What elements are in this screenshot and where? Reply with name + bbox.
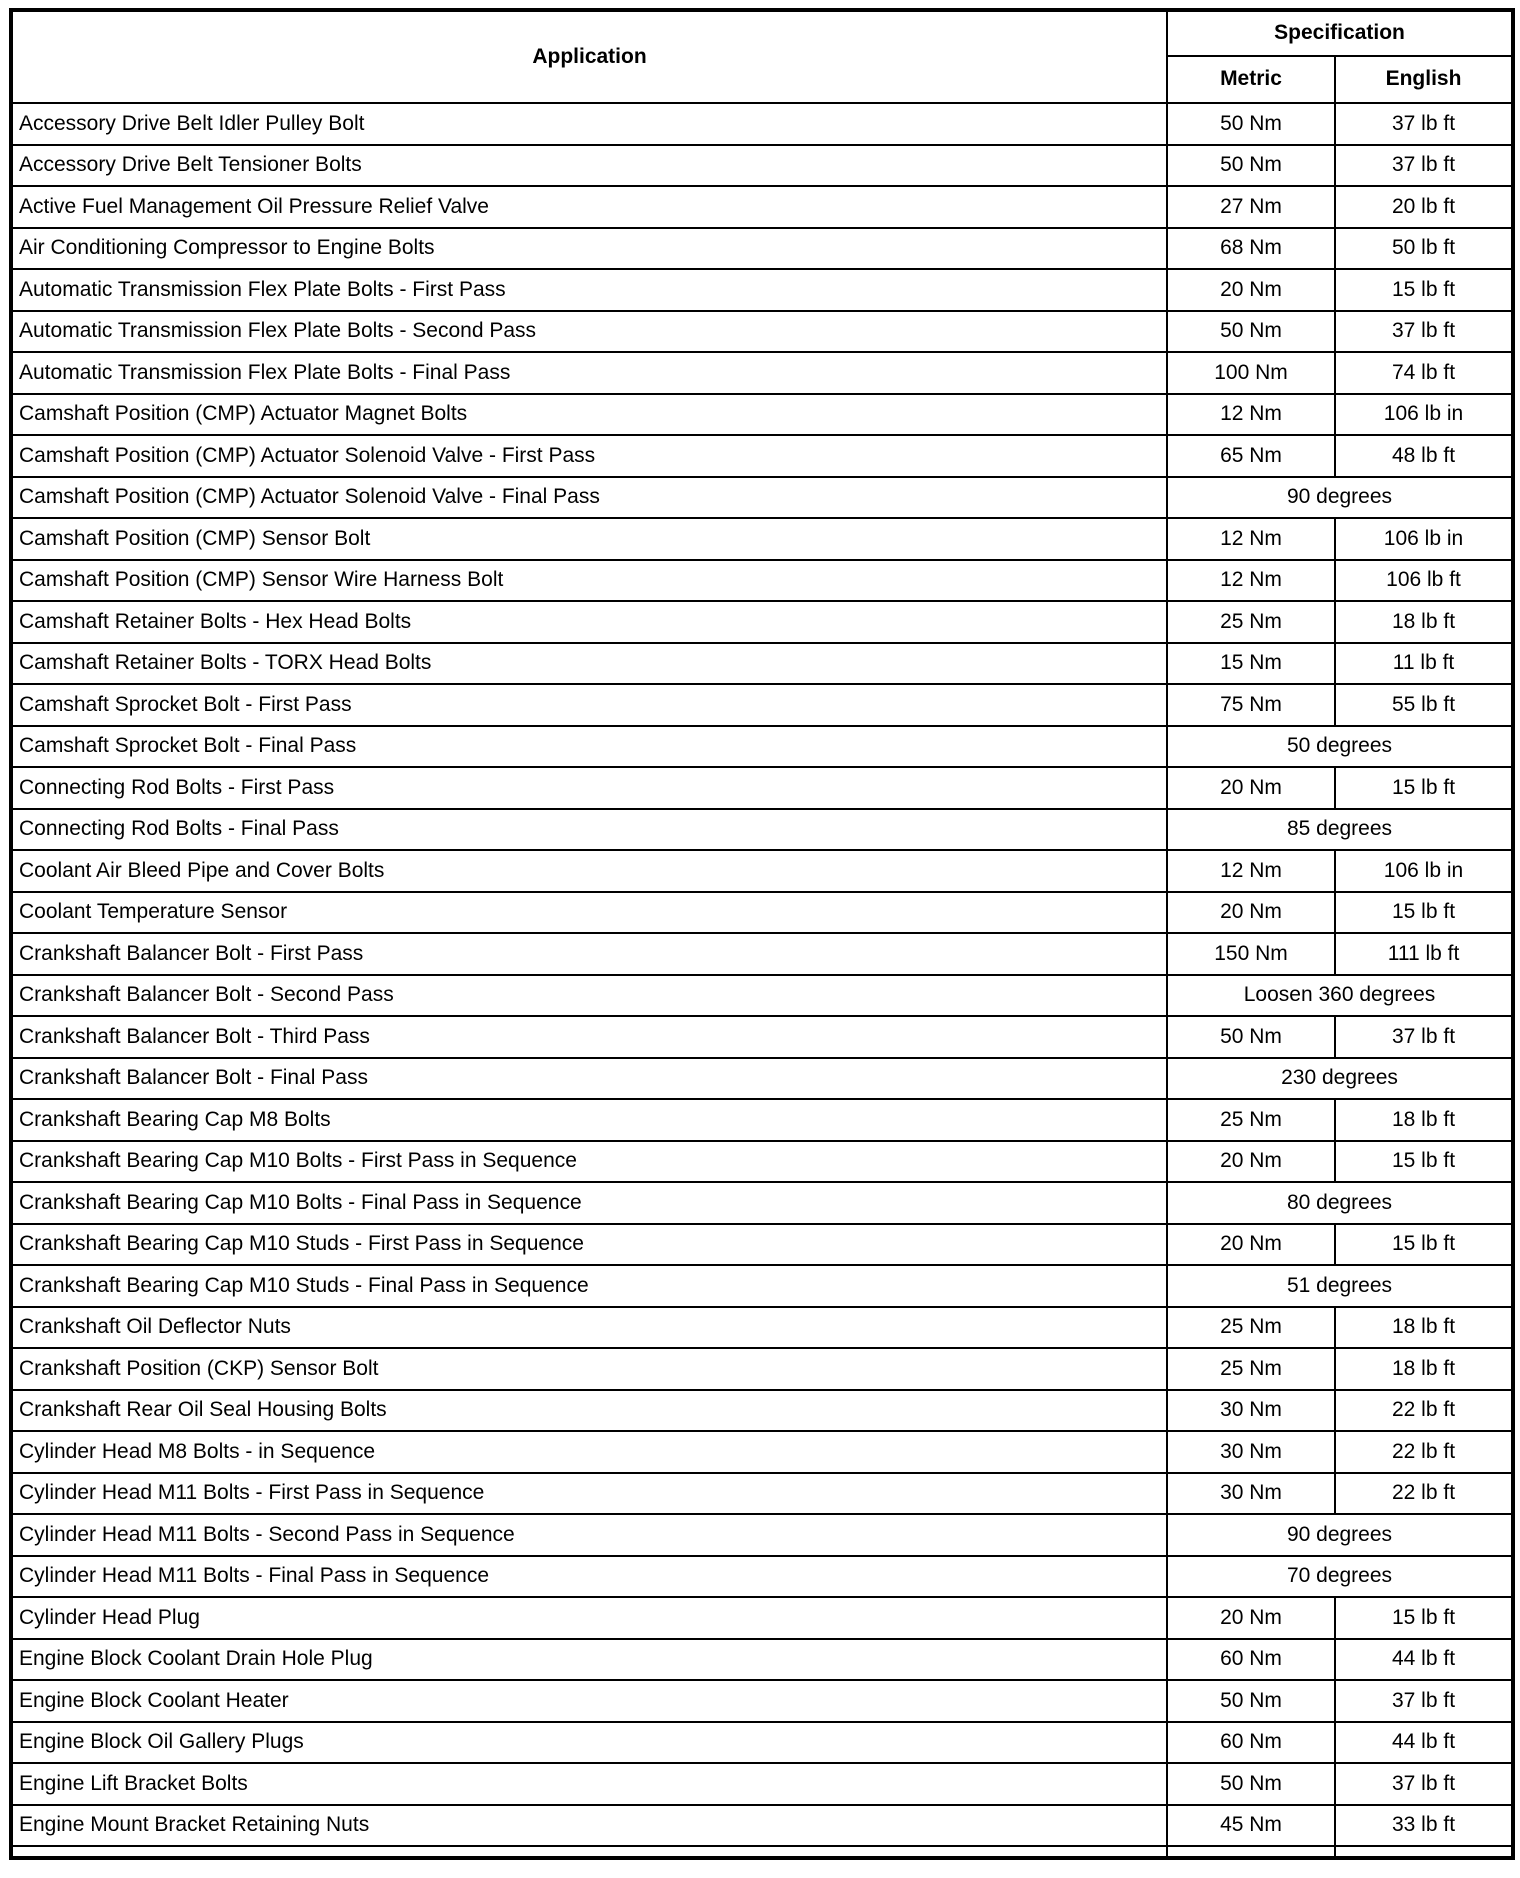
english-cell: 111 lb ft (1335, 933, 1513, 975)
specification-span-cell: 51 degrees (1167, 1265, 1513, 1307)
table-row (11, 1307, 1513, 1349)
english-cell: 33 lb ft (1335, 1805, 1513, 1847)
english-cell: 18 lb ft (1335, 601, 1513, 643)
application-column-header: Application (11, 10, 1167, 103)
table-row (11, 975, 1513, 1017)
application-cell: Active Fuel Management Oil Pressure Relief Valve (11, 186, 1167, 228)
table-row (11, 477, 1513, 519)
metric-cell: 25 Nm (1167, 1307, 1335, 1349)
table-row (11, 1182, 1513, 1224)
table-row (11, 311, 1513, 353)
specification-span-cell: 90 degrees (1167, 477, 1513, 519)
application-cell: Cylinder Head M11 Bolts - Final Pass in Sequence (11, 1556, 1167, 1598)
table-header (11, 10, 1513, 103)
metric-cell: 100 Nm (1167, 352, 1335, 394)
metric-cell: 30 Nm (1167, 1431, 1335, 1473)
application-cell: Crankshaft Balancer Bolt - Second Pass (11, 975, 1167, 1017)
application-cell: Cylinder Head Plug (11, 1597, 1167, 1639)
specification-span-cell: Loosen 360 degrees (1167, 975, 1513, 1017)
table-row (11, 643, 1513, 685)
application-cell-empty (11, 1846, 1167, 1858)
application-cell: Automatic Transmission Flex Plate Bolts - Final Pass (11, 352, 1167, 394)
application-cell: Crankshaft Balancer Bolt - Final Pass (11, 1058, 1167, 1100)
application-cell: Engine Block Coolant Heater (11, 1680, 1167, 1722)
metric-cell: 50 Nm (1167, 1763, 1335, 1805)
application-cell: Connecting Rod Bolts - First Pass (11, 767, 1167, 809)
english-cell: 106 lb in (1335, 518, 1513, 560)
table-row (11, 1597, 1513, 1639)
application-cell: Crankshaft Balancer Bolt - Third Pass (11, 1016, 1167, 1058)
torque-specification-table (9, 8, 1515, 1860)
application-cell: Accessory Drive Belt Idler Pulley Bolt (11, 103, 1167, 145)
table-row (11, 1390, 1513, 1432)
table-row (11, 933, 1513, 975)
table-row (11, 1016, 1513, 1058)
application-cell: Camshaft Retainer Bolts - TORX Head Bolts (11, 643, 1167, 685)
metric-cell: 20 Nm (1167, 1224, 1335, 1266)
application-cell: Cylinder Head M11 Bolts - First Pass in Sequence (11, 1473, 1167, 1515)
english-cell: 44 lb ft (1335, 1639, 1513, 1681)
english-cell: 15 lb ft (1335, 1597, 1513, 1639)
application-cell: Crankshaft Bearing Cap M10 Studs - First Pass in Sequence (11, 1224, 1167, 1266)
application-cell: Camshaft Sprocket Bolt - Final Pass (11, 726, 1167, 768)
english-cell: 18 lb ft (1335, 1348, 1513, 1390)
metric-cell: 20 Nm (1167, 1141, 1335, 1183)
english-cell: 106 lb in (1335, 394, 1513, 436)
table-row (11, 1639, 1513, 1681)
application-cell: Crankshaft Bearing Cap M8 Bolts (11, 1099, 1167, 1141)
application-cell: Crankshaft Bearing Cap M10 Bolts - Final Pass in Sequence (11, 1182, 1167, 1224)
table-row (11, 726, 1513, 768)
application-cell: Cylinder Head M8 Bolts - in Sequence (11, 1431, 1167, 1473)
table-row (11, 1058, 1513, 1100)
metric-cell: 60 Nm (1167, 1722, 1335, 1764)
application-cell: Engine Mount Bracket Retaining Nuts (11, 1805, 1167, 1847)
english-column-header: English (1335, 56, 1513, 103)
table-row (11, 1722, 1513, 1764)
metric-cell: 20 Nm (1167, 269, 1335, 311)
application-cell: Crankshaft Oil Deflector Nuts (11, 1307, 1167, 1349)
metric-cell: 150 Nm (1167, 933, 1335, 975)
application-cell: Crankshaft Bearing Cap M10 Bolts - First Pass in Sequence (11, 1141, 1167, 1183)
english-cell: 15 lb ft (1335, 767, 1513, 809)
english-cell: 37 lb ft (1335, 1016, 1513, 1058)
table-row (11, 1805, 1513, 1847)
table-row (11, 145, 1513, 187)
table-row (11, 850, 1513, 892)
metric-cell: 60 Nm (1167, 1639, 1335, 1681)
english-cell-empty (1335, 1846, 1513, 1858)
specification-span-cell: 80 degrees (1167, 1182, 1513, 1224)
application-cell: Automatic Transmission Flex Plate Bolts - Second Pass (11, 311, 1167, 353)
spec-table-body (11, 103, 1513, 1846)
spec-table-partial (11, 1846, 1513, 1858)
application-cell: Camshaft Position (CMP) Sensor Bolt (11, 518, 1167, 560)
application-cell: Camshaft Sprocket Bolt - First Pass (11, 684, 1167, 726)
english-cell: 37 lb ft (1335, 1680, 1513, 1722)
table-row (11, 1763, 1513, 1805)
english-cell: 11 lb ft (1335, 643, 1513, 685)
english-cell: 55 lb ft (1335, 684, 1513, 726)
table-row (11, 1265, 1513, 1307)
english-cell: 18 lb ft (1335, 1307, 1513, 1349)
specification-span-cell: 50 degrees (1167, 726, 1513, 768)
metric-cell: 68 Nm (1167, 228, 1335, 270)
application-cell: Crankshaft Bearing Cap M10 Studs - Final Pass in Sequence (11, 1265, 1167, 1307)
specification-span-cell: 70 degrees (1167, 1556, 1513, 1598)
metric-cell: 50 Nm (1167, 103, 1335, 145)
application-cell: Crankshaft Position (CKP) Sensor Bolt (11, 1348, 1167, 1390)
english-cell: 15 lb ft (1335, 892, 1513, 934)
cutoff-row (11, 1846, 1513, 1858)
metric-cell: 27 Nm (1167, 186, 1335, 228)
application-cell: Camshaft Position (CMP) Actuator Magnet Bolts (11, 394, 1167, 436)
metric-cell: 20 Nm (1167, 767, 1335, 809)
table-row (11, 1099, 1513, 1141)
metric-cell: 50 Nm (1167, 311, 1335, 353)
english-cell: 15 lb ft (1335, 1141, 1513, 1183)
english-cell: 37 lb ft (1335, 145, 1513, 187)
english-cell: 22 lb ft (1335, 1390, 1513, 1432)
specification-span-cell: 85 degrees (1167, 809, 1513, 851)
english-cell: 22 lb ft (1335, 1431, 1513, 1473)
application-cell: Engine Block Oil Gallery Plugs (11, 1722, 1167, 1764)
metric-cell: 30 Nm (1167, 1390, 1335, 1432)
application-cell: Engine Lift Bracket Bolts (11, 1763, 1167, 1805)
specification-span-cell: 230 degrees (1167, 1058, 1513, 1100)
table-row (11, 228, 1513, 270)
table-row (11, 767, 1513, 809)
metric-cell: 15 Nm (1167, 643, 1335, 685)
english-cell: 44 lb ft (1335, 1722, 1513, 1764)
table-row (11, 1431, 1513, 1473)
table-row (11, 1348, 1513, 1390)
metric-cell: 65 Nm (1167, 435, 1335, 477)
table-row (11, 1473, 1513, 1515)
metric-cell: 25 Nm (1167, 601, 1335, 643)
metric-cell: 12 Nm (1167, 560, 1335, 602)
metric-cell: 20 Nm (1167, 892, 1335, 934)
table-row (11, 684, 1513, 726)
metric-cell: 50 Nm (1167, 1680, 1335, 1722)
table-row (11, 1141, 1513, 1183)
metric-cell: 12 Nm (1167, 518, 1335, 560)
specification-column-group-header: Specification (1167, 10, 1513, 56)
table-row (11, 352, 1513, 394)
application-cell: Coolant Temperature Sensor (11, 892, 1167, 934)
english-cell: 50 lb ft (1335, 228, 1513, 270)
english-cell: 48 lb ft (1335, 435, 1513, 477)
application-cell: Crankshaft Balancer Bolt - First Pass (11, 933, 1167, 975)
metric-cell: 30 Nm (1167, 1473, 1335, 1515)
application-cell: Automatic Transmission Flex Plate Bolts - First Pass (11, 269, 1167, 311)
metric-cell: 50 Nm (1167, 145, 1335, 187)
table-row (11, 560, 1513, 602)
english-cell: 74 lb ft (1335, 352, 1513, 394)
metric-cell: 45 Nm (1167, 1805, 1335, 1847)
application-cell: Crankshaft Rear Oil Seal Housing Bolts (11, 1390, 1167, 1432)
table-row (11, 518, 1513, 560)
table-row (11, 394, 1513, 436)
metric-cell: 12 Nm (1167, 850, 1335, 892)
table-row (11, 186, 1513, 228)
metric-cell-empty (1167, 1846, 1335, 1858)
metric-cell: 25 Nm (1167, 1348, 1335, 1390)
metric-cell: 50 Nm (1167, 1016, 1335, 1058)
metric-cell: 75 Nm (1167, 684, 1335, 726)
english-cell: 15 lb ft (1335, 1224, 1513, 1266)
metric-cell: 20 Nm (1167, 1597, 1335, 1639)
table-row (11, 1224, 1513, 1266)
english-cell: 106 lb in (1335, 850, 1513, 892)
specification-span-cell: 90 degrees (1167, 1514, 1513, 1556)
application-cell: Camshaft Position (CMP) Actuator Solenoid Valve - Final Pass (11, 477, 1167, 519)
metric-column-header: Metric (1167, 56, 1335, 103)
table-row (11, 809, 1513, 851)
table-row (11, 435, 1513, 477)
table-row (11, 1556, 1513, 1598)
table-row (11, 1680, 1513, 1722)
table-row (11, 1514, 1513, 1556)
application-cell: Cylinder Head M11 Bolts - Second Pass in Sequence (11, 1514, 1167, 1556)
english-cell: 37 lb ft (1335, 311, 1513, 353)
english-cell: 15 lb ft (1335, 269, 1513, 311)
english-cell: 37 lb ft (1335, 103, 1513, 145)
table-row (11, 601, 1513, 643)
table-row (11, 269, 1513, 311)
application-cell: Engine Block Coolant Drain Hole Plug (11, 1639, 1167, 1681)
metric-cell: 12 Nm (1167, 394, 1335, 436)
application-cell: Connecting Rod Bolts - Final Pass (11, 809, 1167, 851)
english-cell: 18 lb ft (1335, 1099, 1513, 1141)
english-cell: 106 lb ft (1335, 560, 1513, 602)
application-cell: Air Conditioning Compressor to Engine Bolts (11, 228, 1167, 270)
application-cell: Accessory Drive Belt Tensioner Bolts (11, 145, 1167, 187)
english-cell: 22 lb ft (1335, 1473, 1513, 1515)
application-cell: Camshaft Position (CMP) Actuator Solenoid Valve - First Pass (11, 435, 1167, 477)
english-cell: 37 lb ft (1335, 1763, 1513, 1805)
application-cell: Coolant Air Bleed Pipe and Cover Bolts (11, 850, 1167, 892)
application-cell: Camshaft Position (CMP) Sensor Wire Harness Bolt (11, 560, 1167, 602)
metric-cell: 25 Nm (1167, 1099, 1335, 1141)
table-row (11, 103, 1513, 145)
table-row (11, 892, 1513, 934)
english-cell: 20 lb ft (1335, 186, 1513, 228)
application-cell: Camshaft Retainer Bolts - Hex Head Bolts (11, 601, 1167, 643)
